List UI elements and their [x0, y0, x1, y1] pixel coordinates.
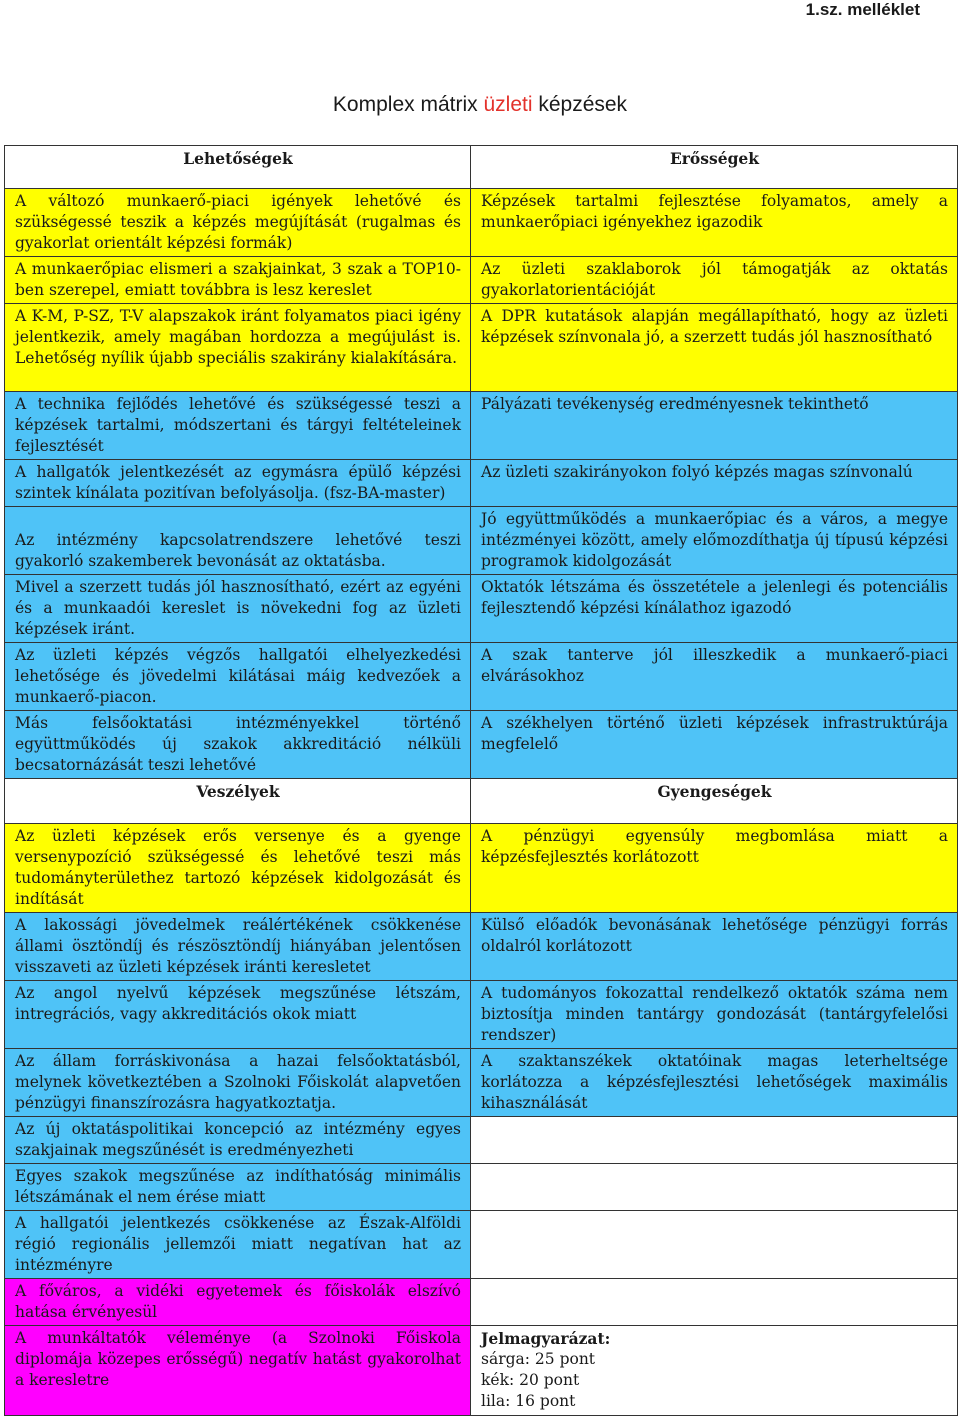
empty-weakness-cell: [471, 1211, 958, 1279]
opportunity-cell: A hallgatók jelentkezését az egymásra épülő képzési szintek kínálata pozitívan befolyásolja. (fsz-BA-master): [5, 460, 471, 507]
title-part2: képzések: [532, 93, 628, 116]
weakness-cell: Külső előadók bevonásának lehetősége pénzügyi forrás oldalról korlátozott: [471, 913, 958, 981]
threat-cell: Az új oktatáspolitikai koncepció az intézmény egyes szakjainak megszűnését is eredményezheti: [5, 1117, 471, 1164]
threat-cell: Egyes szakok megszűnése az indíthatóság minimális létszámának el nem érése miatt: [5, 1164, 471, 1211]
opportunity-cell: A változó munkaerő-piaci igények lehetővé és szükségessé teszik a képzés megújítását (rugalmas és gyakorlat orientált képzési formák): [5, 189, 471, 257]
threat-cell: Az üzleti képzések erős versenye és a gyenge versenypozíció szükségessé és lehetővé teszi más tudományterülethez tartozó képzések kidolgozását és indítását: [5, 824, 471, 913]
title-part1: Komplex mátrix: [332, 93, 484, 116]
opportunities-header: Lehetőségek: [5, 146, 471, 189]
strength-cell: A szak tanterve jól illeszkedik a munkaerő-piaci elvárásokhoz: [471, 643, 958, 711]
page-title: [0, 92, 960, 118]
opportunity-cell: A technika fejlődés lehetővé és szükségessé teszi a képzések tartalmi, módszertani és tárgyi feltételeinek fejlesztését: [5, 392, 471, 460]
empty-weakness-cell: [471, 1117, 958, 1164]
legend-purple: lila: 16 pont: [481, 1392, 576, 1410]
strength-cell: Az üzleti szaklaborok jól támogatják az oktatás gyakorlatorientációját: [471, 257, 958, 304]
weakness-cell: A pénzügyi egyensúly megbomlása miatt a képzésfejlesztés korlátozott: [471, 824, 958, 913]
weakness-cell: A szaktanszékek oktatóinak magas leterheltsége korlátozza a képzésfejlesztési lehetőségek maximális kihasználását: [471, 1049, 958, 1117]
strength-cell: Az üzleti szakirányokon folyó képzés magas színvonalú: [471, 460, 958, 507]
annex-label: 1.sz. melléklet: [805, 0, 920, 19]
swot-matrix: [4, 145, 958, 1416]
weaknesses-header: Gyengeségek: [471, 779, 958, 824]
threat-cell: A lakossági jövedelmek reálértékének csökkenése állami ösztöndíj és részösztöndíj hiányában jelentősen visszaveti az üzleti képzések iránti keresletet: [5, 913, 471, 981]
legend-title: Jelmagyarázat:: [481, 1329, 611, 1348]
threat-cell: A munkáltatók véleménye (a Szolnoki Főiskola diplomája közepes erősségű) negatív hatást gyakorolhat a keresletre: [5, 1326, 471, 1416]
strength-cell: A székhelyen történő üzleti képzések infrastruktúrája megfelelő: [471, 711, 958, 779]
weakness-cell: A tudományos fokozattal rendelkező oktatók száma nem biztosítja minden tantárgy gondozását (tantárgyfelelősi rendszer): [471, 981, 958, 1049]
opportunity-cell: Az üzleti képzés végzős hallgatói elhelyezkedési lehetősége és jövedelmi kilátásai máig kedvezőek a munkaerő-piacon.: [5, 643, 471, 711]
empty-weakness-cell: [471, 1164, 958, 1211]
opportunity-cell: Mivel a szerzett tudás jól hasznosítható, ezért az egyéni és a munkaadói kereslet is növekedni fog az üzleti képzések iránt.: [5, 575, 471, 643]
opportunity-cell: Más felsőoktatási intézményekkel történő együttműködés új szakok akkreditáció nélküli becsatornázását teszi lehetővé: [5, 711, 471, 779]
strength-cell: Képzések tartalmi fejlesztése folyamatos, amely a munkaerőpiaci igényekhez igazodik: [471, 189, 958, 257]
threat-cell: Az angol nyelvű képzések megszűnése létszám, intregrációs, vagy akkreditációs okok miatt: [5, 981, 471, 1049]
strengths-header: Erősségek: [471, 146, 958, 189]
title-highlight: üzleti: [483, 93, 533, 116]
legend: [471, 1326, 958, 1416]
threat-cell: A főváros, a vidéki egyetemek és főiskolák elszívó hatása érvényesül: [5, 1279, 471, 1326]
opportunity-cell: Az intézmény kapcsolatrendszere lehetővé teszi gyakorló szakemberek bevonását az oktatásba.: [5, 507, 471, 575]
legend-blue: kék: 20 pont: [481, 1371, 580, 1389]
legend-yellow: sárga: 25 pont: [481, 1350, 596, 1368]
strength-cell: Pályázati tevékenység eredményesnek tekinthető: [471, 392, 958, 460]
threats-header: Veszélyek: [5, 779, 471, 824]
strength-cell: A DPR kutatások alapján megállapítható, hogy az üzleti képzések színvonala jó, a szerzett tudás jól hasznosítható: [471, 304, 958, 392]
opportunity-cell: A K-M, P-SZ, T-V alapszakok iránt folyamatos piaci igény jelentkezik, amely magában hordozza a megújulást is. Lehetőség nyílik újabb speciális szakirány kialakítására.: [5, 304, 471, 392]
opportunity-cell: A munkaerőpiac elismeri a szakjainkat, 3 szak a TOP10-ben szerepel, emiatt továbbra is lesz kereslet: [5, 257, 471, 304]
threat-cell: A hallgatói jelentkezés csökkenése az Észak-Alföldi régió regionális jellemzői miatt negatívan hat az intézményre: [5, 1211, 471, 1279]
empty-weakness-cell: [471, 1279, 958, 1326]
threat-cell: Az állam forráskivonása a hazai felsőoktatásból, melynek következtében a Szolnoki Főiskolát alapvetően pénzügyi finanszírozásra hagyatkoztatja.: [5, 1049, 471, 1117]
strength-cell: Jó együttműködés a munkaerőpiac és a város, a megye intézményei között, amely előmozdíthatja új típusú képzési programok kidolgozását: [471, 507, 958, 575]
strength-cell: Oktatók létszáma és összetétele a jelenlegi és potenciális fejlesztendő képzési kínálathoz igazodó: [471, 575, 958, 643]
